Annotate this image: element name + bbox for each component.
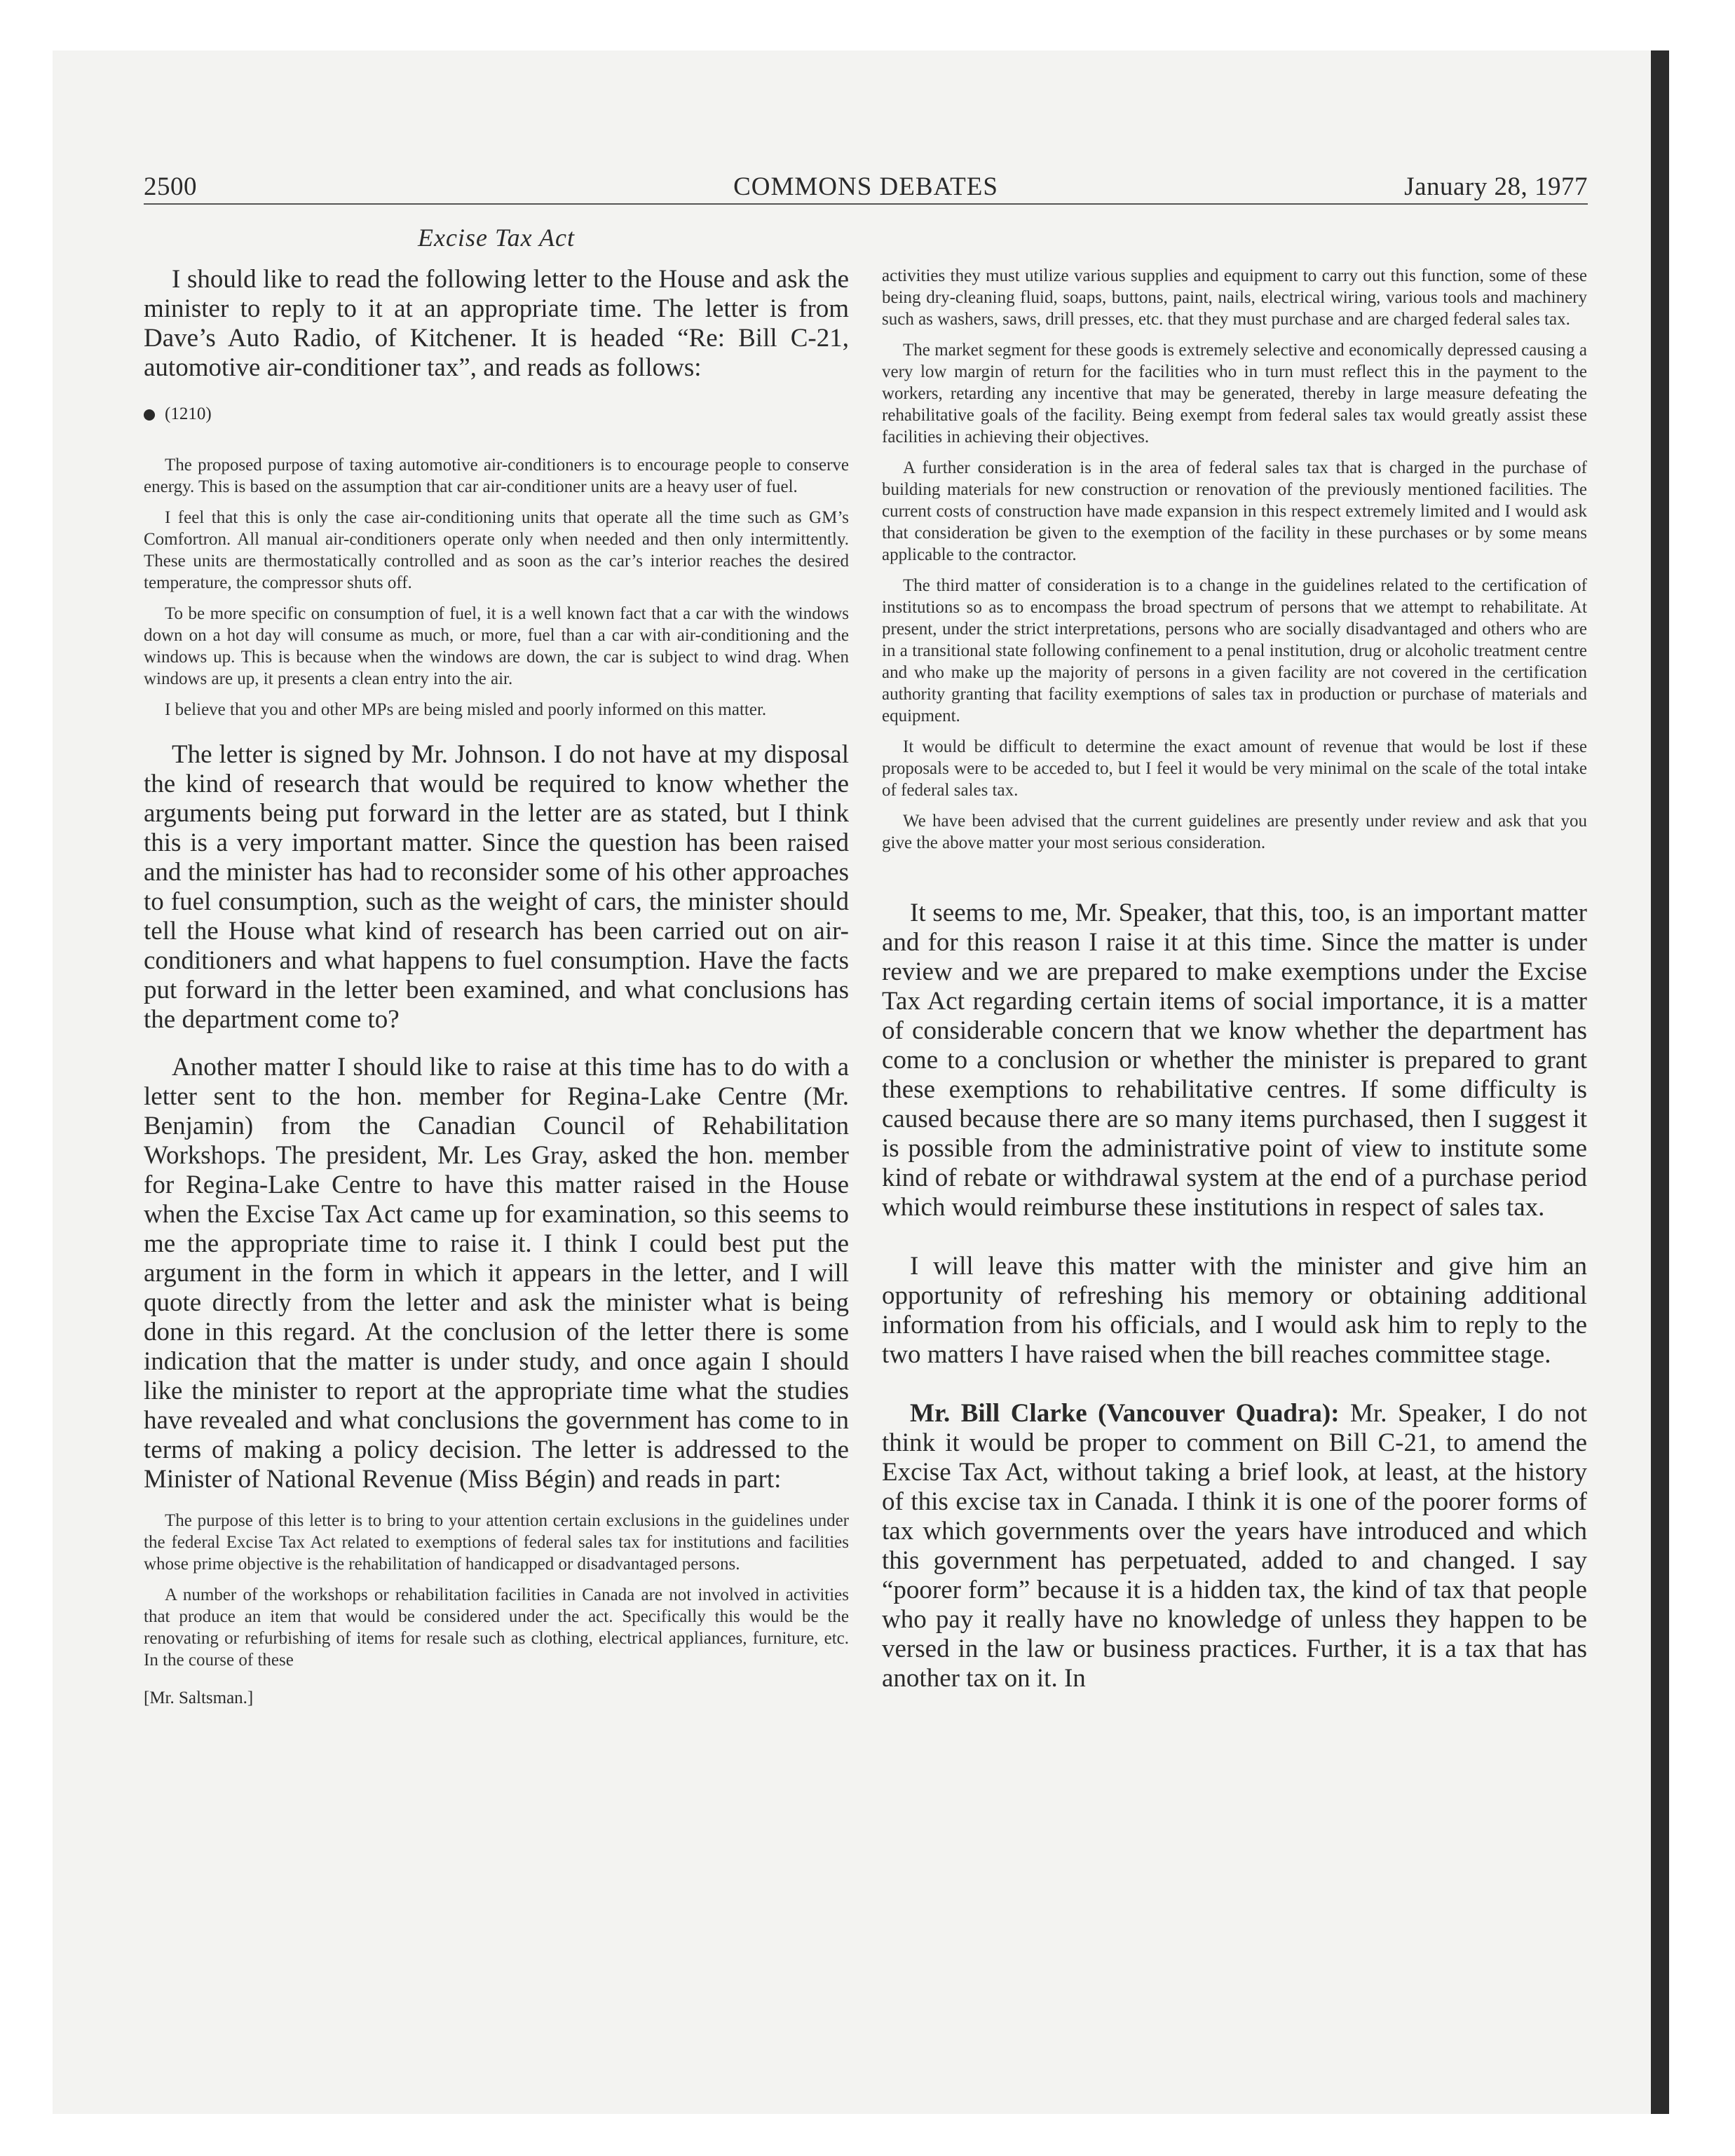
speech-paragraph: I should like to read the following letter to the House and ask the minister to reply to it at an appropriate time. The letter is from Dave’s Auto Radio, of Kitchener. It is headed “Re: Bill C-21, automotive air-conditioner tax”, and reads as follows:	[144, 265, 849, 382]
time-marker-text: (1210)	[165, 404, 212, 423]
speech-text: Mr. Speaker, I do not think it would be proper to comment on Bill C-21, to amend the Excise Tax Act, without taking a brief look, at least, at the history of this excise tax in Canada. I think it is one of the poorer forms of tax which governments over the years have introduced and which this government has perpetuated, added to and changed. I say “poorer form” because it is a hidden tax, the kind of tax that people who pay it really have no knowledge of unless they happen to be versed in the law or business practices. Further, it is a tax that has another tax on it. In	[882, 1399, 1587, 1693]
header-rule	[144, 203, 1588, 205]
speech-paragraph: I will leave this matter with the minister and give him an opportunity of refreshing his memory or obtaining additional information from his officials, and I would ask him to reply to the two matters I have raised when the bill reaches committee stage.	[882, 1252, 1587, 1369]
quoted-letter-paragraph: The purpose of this letter is to bring to your attention certain exclusions in the guidelines under the federal Excise Tax Act related to exemptions of federal sales tax for institutions and facilities whose prime objective is the rehabilitation of handicapped or disadvantaged persons.	[144, 1511, 849, 1574]
quoted-letter-paragraph: I believe that you and other MPs are being misled and poorly informed on this matter.	[165, 700, 767, 719]
quoted-letter-paragraph: I feel that this is only the case air-conditioning units that operate all the time such as GM’s Comfortron. All manual air-conditioners operate only when needed and then only intermittently. These units are thermostatically controlled and as soon as the car’s interior reaches the desired temperature, the compressor shuts off.	[144, 508, 849, 592]
quoted-letter-paragraph: To be more specific on consumption of fuel, it is a well known fact that a car with the windows down on a hot day will consume as much, or more, fuel than a car with air-conditioning and the windows up. This is because when the windows are down, the car is subject to wind drag. When windows are up, it presents a clean entry into the air.	[144, 604, 849, 688]
publication-date: January 28, 1977	[1404, 172, 1588, 201]
speech-paragraph	[882, 1399, 1587, 1693]
right-column	[882, 265, 1587, 1693]
speaker-name: Mr. Bill Clarke (Vancouver Quadra):	[910, 1399, 1340, 1428]
bullet-icon	[144, 409, 155, 421]
binding-edge-shadow	[1651, 50, 1669, 2114]
left-column	[144, 265, 849, 1709]
quoted-letter-paragraph: activities they must utilize various supplies and equipment to carry out this function, some of these being dry-cleaning fluid, soaps, buttons, paint, nails, electrical wiring, various tools and machinery such as washers, saws, drill presses, etc. that they must purchase and are charged federal sales tax.	[882, 266, 1587, 329]
quoted-letter-paragraph: It would be difficult to determine the exact amount of revenue that would be lost if these proposals were to be acceded to, but I feel it would be very minimal on the scale of the total intake of federal sales tax.	[882, 737, 1587, 800]
speech-paragraph: The letter is signed by Mr. Johnson. I do not have at my disposal the kind of research that would be required to know whether the arguments being put forward in the letter are as stated, but I think this is a very important matter. Since the question has been raised and the minister has had to reconsider some of his other approaches to fuel consumption, such as the weight of cars, the minister should tell the House what kind of research has been carried out on air-conditioners and what happens to fuel consumption. Have the facts put forward in the letter been examined, and what conclusions has the department come to?	[144, 740, 849, 1034]
quoted-letter-paragraph: The proposed purpose of taxing automotive air-conditioners is to encourage people to conserve energy. This is based on the assumption that car air-conditioner units are a heavy user of fuel.	[144, 456, 849, 496]
quoted-letter-paragraph: A further consideration is in the area of federal sales tax that is charged in the purchase of building materials for new construction or renovation of the previously mentioned facilities. The current costs of construction have made expansion in this respect extremely limited and I would ask that consideration be given to the exemption of the facility in these purchases or by some means applicable to the contractor.	[882, 458, 1587, 564]
speech-paragraph: Another matter I should like to raise at this time has to do with a letter sent to the hon. member for Regina-Lake Centre (Mr. Benjamin) from the Canadian Council of Rehabilitation Workshops. The president, Mr. Les Gray, asked the hon. member for Regina-Lake Centre to have this matter raised in the House when the Excise Tax Act came up for examination, so this seems to me the appropriate time to raise it. I think I could best put the argument in the form in which it appears in the letter, and I will quote directly from the letter and ask the minister what is being done in this regard. At the conclusion of the letter there is some indication that the matter is under study, and once again I should like the minister to report at the appropriate time what the studies have revealed and what conclusions the government has come to in terms of making a policy decision. The letter is addressed to the Minister of National Revenue (Miss Bégin) and reads in part:	[144, 1053, 849, 1494]
quoted-letter-paragraph: A number of the workshops or rehabilitation facilities in Canada are not involved in activities that produce an item that would be considered under the act. Specifically this would be the renovating or refurbishing of items for resale such as clothing, electrical appliances, furniture, etc. In the course of these	[144, 1585, 849, 1670]
quoted-letter-paragraph: We have been advised that the current guidelines are presently under review and ask that you give the above matter your most serious consideration.	[882, 812, 1587, 852]
quoted-letter-paragraph: The third matter of consideration is to a change in the guidelines related to the certification of institutions so as to encompass the broad spectrum of persons that we attempt to rehabilitate. At present, under the strict interpretations, persons who are socially disadvantaged and others who are in a transitional state following confinement to a penal institution, drug or alcoholic treatment centre and who make up the majority of persons in a given facility are not covered in the certification authority granting that facility exemptions of sales tax in production or purchase of materials and equipment.	[882, 576, 1587, 725]
speaker-footer: [Mr. Saltsman.]	[144, 1688, 254, 1707]
publication-title: COMMONS DEBATES	[733, 172, 998, 201]
page-number: 2500	[144, 172, 197, 201]
page-header	[144, 172, 1588, 203]
time-marker	[144, 404, 849, 425]
speech-paragraph: It seems to me, Mr. Speaker, that this, too, is an important matter and for this reason I raise it at this time. Since the matter is under review and we are prepared to make exemptions under the Excise Tax Act regarding certain items of social importance, it is a matter of considerable concern that we know whether the department has come to a conclusion or whether the minister is prepared to grant these exemptions to rehabilitative centres. If some difficulty is caused because there are so many items purchased, then I suggest it is possible from the administrative point of view to institute some kind of rebate or withdrawal system at the end of a purchase period which would reimburse these institutions in respect of sales tax.	[882, 899, 1587, 1222]
quoted-letter-paragraph: The market segment for these goods is extremely selective and economically depressed causing a very low margin of return for the facilities who in turn must reflect this in the payment to the workers, retarding any incentive that may be generated, thereby in large measure defeating the rehabilitative goals of the facility. Being exempt from federal sales tax would greatly assist these facilities in achieving their objectives.	[882, 341, 1587, 446]
running-head: Excise Tax Act	[418, 224, 575, 252]
